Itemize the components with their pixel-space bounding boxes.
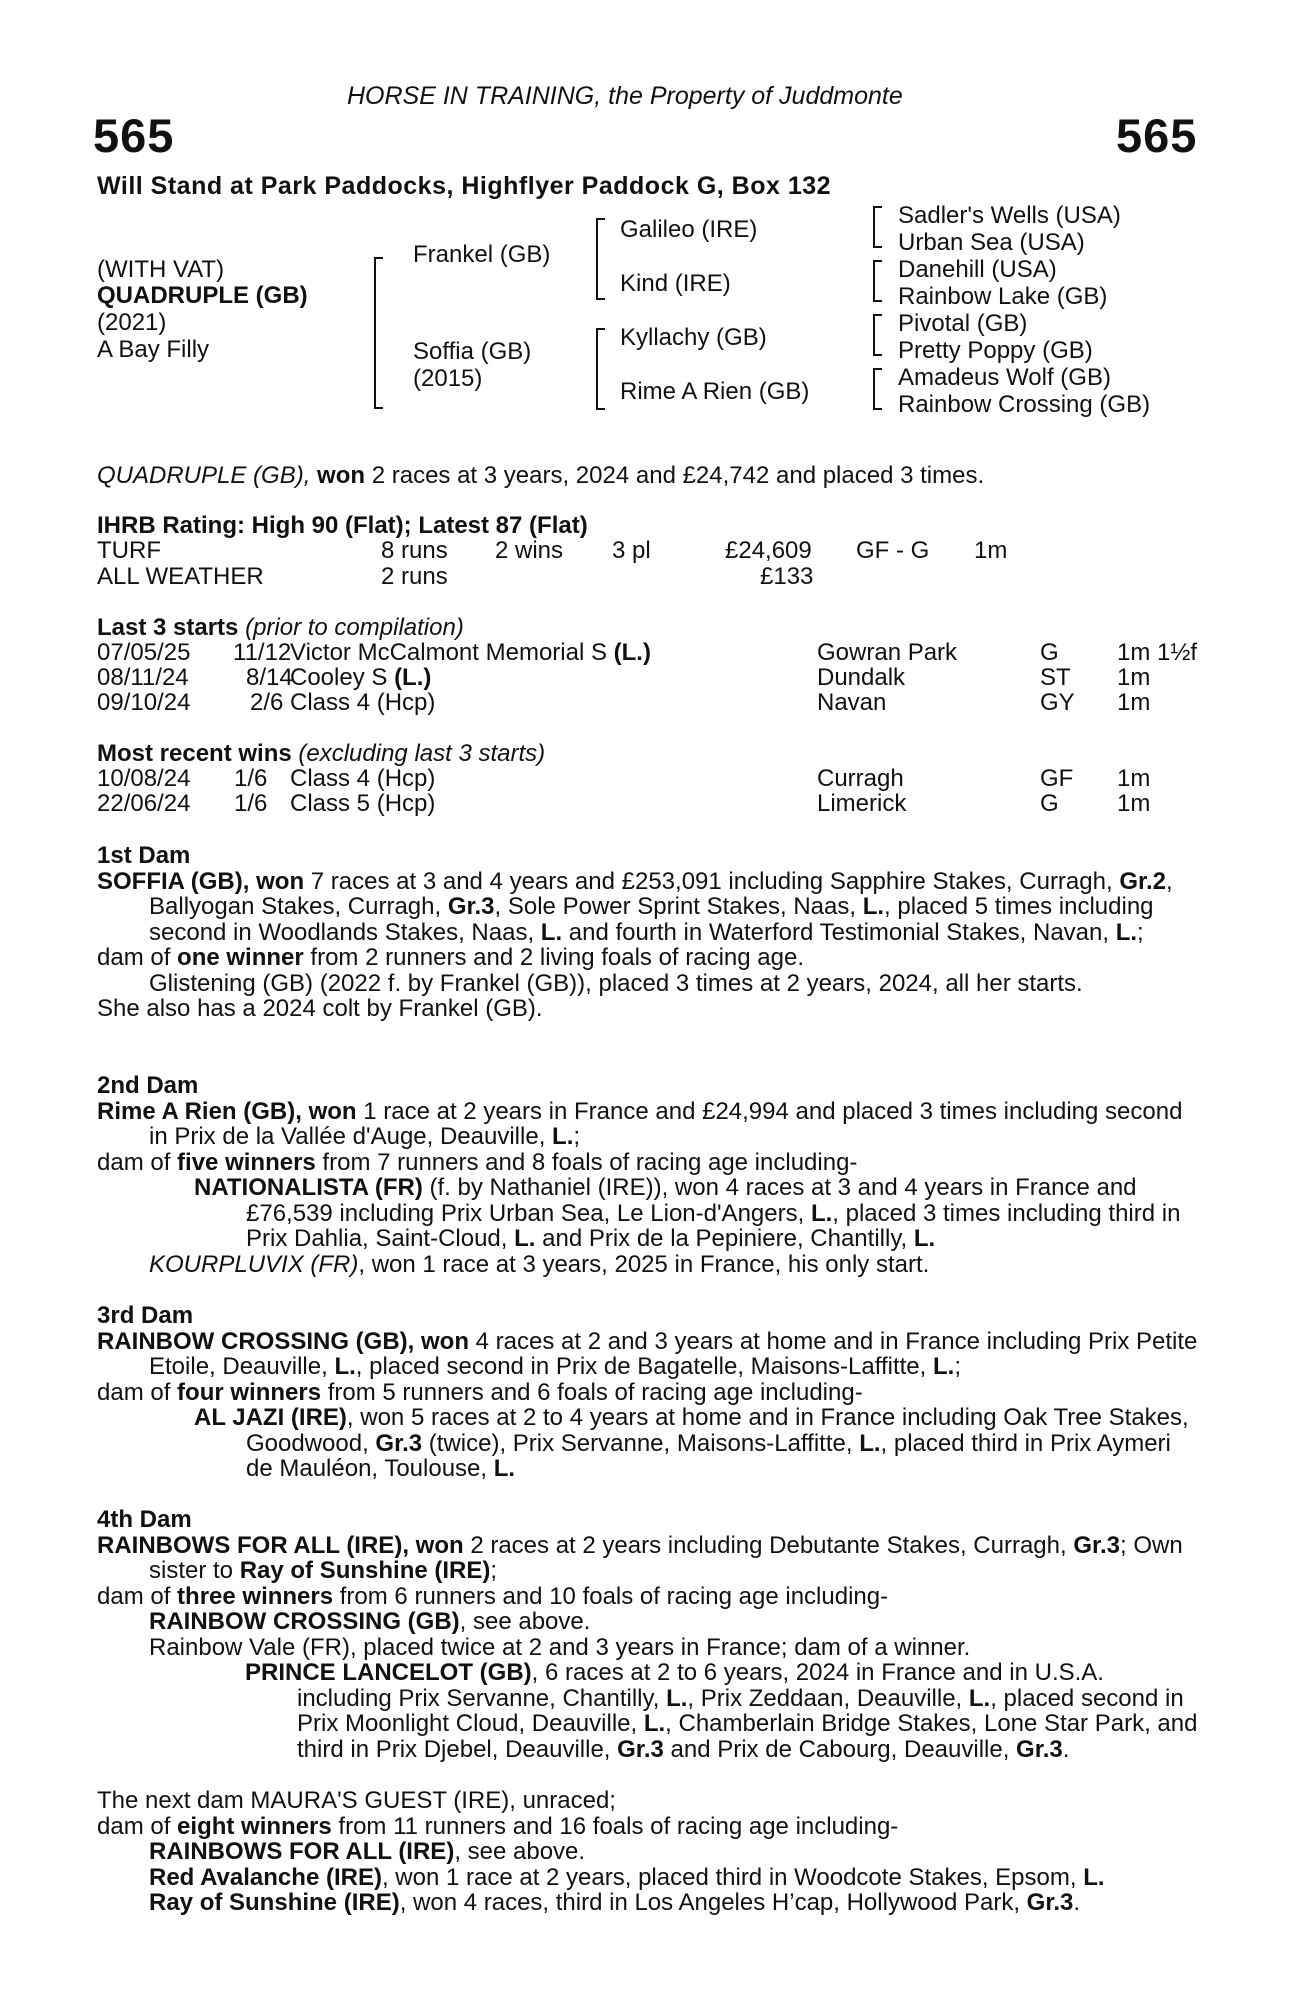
dam-name: RAINBOW CROSSING (GB) [97,1327,408,1355]
start-position: 2/6 [250,689,284,716]
dam-sep: , [407,1327,421,1355]
turf-going: GF - G [856,537,930,564]
text: ; [1137,918,1144,946]
start-going: G [1040,639,1059,666]
grade: L. [643,1710,666,1737]
race-summary [97,463,984,488]
text: 7 races at 3 and 4 years and £253,091 including Sapphire Stakes, Curragh, [304,867,1120,895]
produce-summary [97,1380,1202,1406]
winners-count: five winners [177,1148,316,1176]
aw-prize: £133 [760,563,814,590]
grade: Gr.2 [1119,867,1167,895]
grade: L. [1115,918,1138,946]
page-header: HORSE IN TRAINING, the Property of Juddmonte [347,82,903,110]
produce-summary [97,1150,1202,1176]
pedigree-brace [873,206,882,248]
produce-item [97,1609,1202,1635]
start-going: ST [1040,664,1071,691]
recent-note: (excluding last 3 starts) [291,740,546,767]
produce-name: PRINCE LANCELOT (GB) [245,1659,532,1686]
pedigree-brace [873,368,882,410]
produce-item: Rainbow Vale (FR), placed twice at 2 and 3 years in France; dam of a winner. [149,1633,971,1661]
grade: L. [552,1123,574,1150]
dam-name: Rime A Rien (GB) [97,1097,296,1125]
text: , placed second in Prix de Bagatelle, Maisons-Laffitte, [355,1353,933,1380]
recent-title: Most recent wins [97,740,292,767]
text: , see above. [454,1838,586,1865]
grade: Gr.3 [1073,1531,1121,1559]
produce-item [97,1839,1202,1865]
pedigree-dam: Soffia (GB) [413,338,532,365]
win-position: 1/6 [234,765,268,792]
grade: Gr.3 [1016,1735,1063,1763]
produce-summary [97,1584,1202,1610]
text: , placed 5 times including second in Woodlands Stakes, Naas, [149,893,1154,946]
win-going: GF [1040,765,1074,792]
produce-name: KOURPLUVIX (FR) [149,1250,359,1278]
pedigree-dam-year: (2015) [413,365,483,392]
start-course: Dundalk [817,664,906,691]
text: ; [573,1123,581,1150]
text: from 2 runners and 2 living foals of racing age. [303,944,805,971]
start-race-name: Class 4 (Hcp) [290,689,436,716]
text: . [1073,1889,1081,1916]
dam-name: SOFFIA (GB) [97,867,243,895]
text: . [1062,1735,1070,1763]
rating-title: IHRB Rating: High 90 (Flat); Latest 87 (Flat) [97,512,588,539]
grade: L. [334,1353,356,1380]
text: ; Own sister to [149,1531,1183,1584]
pedigree-dam-sire: Kyllachy (GB) [620,324,767,351]
text: dam of [97,1812,178,1840]
dam-won: won [256,867,305,895]
horse-year: (2021) [97,309,167,336]
grade: Gr.3 [375,1429,423,1457]
produce-summary [97,945,1202,971]
text: (f. by Nathaniel (IRE)), won 4 races at 3 and 4 years in France and £76,539 including Prix Urban Sea, Le Lion-d'Angers, [246,1174,1137,1227]
pedigree-brace [873,314,882,356]
produce-name: RAINBOWS FOR ALL (IRE) [149,1838,455,1865]
produce-item [97,1175,1202,1252]
next-dam-record: The next dam MAURA'S GUEST (IRE), unraced; [97,1787,616,1814]
text: from 7 runners and 8 foals of racing age including- [315,1148,858,1176]
pedigree-sire: Frankel (GB) [413,241,551,268]
grade: L. [1083,1863,1105,1891]
aw-runs: 2 runs [381,563,448,590]
win-course: Curragh [817,765,904,792]
dam-sep: , [402,1531,416,1559]
text: dam of [97,1148,178,1176]
dam-sep: , [295,1097,309,1125]
pedigree-brace [596,218,605,300]
text: , won 5 races at 2 to 4 years at home and in France including Oak Tree Stakes, Goodwood, [246,1404,1189,1457]
start-going: GY [1040,689,1075,716]
text: , Sole Power Sprint Stakes, Naas, [494,893,863,920]
turf-prize: £24,609 [725,537,812,564]
text: , placed second in Prix Moonlight Cloud, Deauville, [297,1684,1184,1737]
text: dam of [97,1582,178,1610]
text: , Ballyogan Stakes, Curragh, [149,867,1173,920]
text: and Prix de Cabourg, Deauville, [663,1735,1017,1763]
grade: Gr.3 [447,893,495,920]
win-date: 10/08/24 [97,765,191,792]
summary-rest: 2 races at 3 years, 2024 and £24,742 and placed 3 times. [365,462,985,489]
pedigree-sss: Sadler's Wells (USA) [898,202,1121,229]
win-race: Class 4 (Hcp) [290,765,436,792]
produce-name: AL JAZI (IRE) [194,1404,347,1431]
grade: L. [493,1455,516,1482]
pedigree-dsd: Pretty Poppy (GB) [898,337,1093,364]
text: , won 1 race at 3 years, 2025 in France, his only start. [358,1250,930,1278]
turf-wins: 2 wins [495,537,564,564]
win-distance: 1m [1117,765,1151,792]
next-dam-section [97,1788,1202,1916]
start-course: Navan [817,689,887,716]
summary-sep: , [303,462,318,489]
produce-note: She also has a 2024 colt by Frankel (GB). [97,995,543,1022]
produce-summary [97,1814,1202,1840]
grade: L. [913,1225,936,1252]
start-distance: 1m [1117,664,1151,691]
text: (twice), Prix Servanne, Maisons-Laffitte, [422,1429,860,1457]
pedigree-brace [873,260,882,302]
produce-name: Red Avalanche (IRE) [149,1863,382,1891]
text: , see above. [459,1608,591,1635]
section-heading: 2nd Dam [97,1072,199,1099]
win-position: 1/6 [234,790,268,817]
vat-label: (WITH VAT) [97,256,225,283]
text: and Prix de la Pepiniere, Chantilly, [535,1225,914,1252]
start-date: 09/10/24 [97,689,191,716]
last3-note: (prior to compilation) [238,614,464,641]
first-dam-section [97,843,1202,1022]
text: , placed third in Prix Aymeri de Mauléon, Toulouse, [246,1429,1171,1482]
pedigree-dam-dam: Rime A Rien (GB) [620,378,810,405]
text: from 5 runners and 6 foals of racing age including- [321,1378,863,1406]
text: dam of [97,1378,178,1406]
text: , placed 3 times including third in Prix Dahlia, Saint-Cloud, [246,1199,1181,1252]
win-going: G [1040,790,1059,817]
text: , 6 races at 2 to 6 years, 2024 in France and in U.S.A. including Prix Servanne, Chantilly, [297,1659,1104,1712]
last3-heading [97,615,464,640]
last3-title: Last 3 starts [97,614,239,641]
horse-name: QUADRUPLE (GB) [97,282,308,309]
text: , Prix Zeddaan, Deauville, [687,1684,969,1712]
second-dam-section [97,1073,1202,1277]
text: 1 race at 2 years in France and £24,994 and placed 3 times including second in Prix de la Vallée d'Auge, Deauville, [149,1097,1183,1150]
dam-record [97,1099,1202,1150]
start-race [290,690,435,715]
text: and fourth in Waterford Testimonial Stakes, Navan, [562,918,1116,946]
pedigree-dss: Pivotal (GB) [898,310,1028,337]
grade: L. [859,1429,881,1457]
pedigree-sdd: Rainbow Lake (GB) [898,283,1108,310]
grade: Gr.3 [1026,1889,1074,1916]
produce-name: RAINBOW CROSSING (GB) [149,1608,460,1635]
pedigree-sire-dam: Kind (IRE) [620,270,731,297]
dam-record [97,1329,1202,1380]
start-race [290,665,431,690]
produce-item [97,1405,1202,1482]
text: , Chamberlain Bridge Stakes, Lone Star Park, and third in Prix Djebel, Deauville, [297,1710,1198,1763]
start-distance: 1m 1½f [1117,639,1198,666]
win-distance: 1m [1117,790,1151,817]
dam-won: won [421,1327,469,1355]
winners-count: one winner [177,944,304,971]
produce-name: NATIONALISTA (FR) [194,1174,423,1201]
grade: L. [514,1225,536,1252]
text: from 6 runners and 10 foals of racing age including- [333,1582,889,1610]
turf-placed: 3 pl [612,537,651,564]
winners-count: three winners [177,1582,334,1610]
recent-heading [97,741,545,766]
summary-won: won [317,462,366,489]
section-heading: 1st Dam [97,842,191,869]
third-dam-section [97,1303,1202,1482]
turf-distance: 1m [974,537,1008,564]
turf-label: TURF [97,537,161,564]
start-date: 08/11/24 [97,664,189,691]
win-course: Limerick [817,790,907,817]
produce-item [97,1660,1202,1762]
turf-runs: 8 runs [381,537,448,564]
text: , won 4 races, third in Los Angeles H’cap, Hollywood Park, [399,1889,1027,1916]
text: 2 races at 2 years including Debutante Stakes, Curragh, [463,1531,1074,1559]
summary-horse-name: QUADRUPLE (GB) [97,462,304,489]
grade: L. [932,1353,955,1380]
grade: L. [810,1199,833,1227]
grade: L. [968,1684,991,1712]
pedigree-sds: Danehill (USA) [898,256,1057,283]
text: ; [490,1557,498,1584]
dam-won: won [308,1097,357,1125]
text: , won 1 race at 2 years, placed third in Woodcote Stakes, Epsom, [381,1863,1084,1891]
text: ; [954,1353,961,1380]
text: dam of [97,944,178,971]
start-race-tag: (L.) [394,664,432,691]
start-race-name: Cooley S [290,664,395,691]
grade: Gr.3 [617,1735,664,1763]
win-date: 22/06/24 [97,790,191,817]
pedigree-dds: Amadeus Wolf (GB) [898,364,1111,391]
pedigree-ssd: Urban Sea (USA) [898,229,1085,256]
section-heading: 3rd Dam [97,1302,194,1329]
pedigree-sire-sire: Galileo (IRE) [620,216,758,243]
dam-sep: , [242,867,257,895]
grade: L. [666,1684,688,1712]
produce-item [97,1252,1202,1278]
horse-description: A Bay Filly [97,336,210,363]
sister-name: Ray of Sunshine (IRE) [239,1557,491,1584]
lot-number-right: 565 [1116,109,1198,162]
start-race-tag: (L.) [613,639,651,666]
dam-name: RAINBOWS FOR ALL (IRE) [97,1531,403,1559]
start-course: Gowran Park [817,639,958,666]
grade: L. [862,893,885,920]
lot-number-left: 565 [93,109,175,162]
text: from 11 runners and 16 foals of racing age including- [331,1812,899,1840]
start-distance: 1m [1117,689,1151,716]
section-heading: 4th Dam [97,1506,192,1533]
win-race: Class 5 (Hcp) [290,790,436,817]
produce-name: Ray of Sunshine (IRE) [149,1889,400,1916]
pedigree-brace [596,328,605,410]
dam-won: won [415,1531,464,1559]
produce-item [97,1890,1202,1916]
produce-item [97,1865,1202,1891]
fourth-dam-section [97,1507,1202,1762]
stand-location: Will Stand at Park Paddocks, Highflyer Paddock G, Box 132 [97,172,832,200]
winners-count: four winners [177,1378,322,1406]
pedigree-ddd: Rainbow Crossing (GB) [898,391,1151,418]
start-position: 11/12 [233,639,292,666]
aw-label: ALL WEATHER [97,563,264,590]
dam-record [97,869,1202,946]
text: 4 races at 2 and 3 years at home and in France including Prix Petite Etoile, Deauville, [149,1327,1198,1380]
winners-count: eight winners [177,1812,332,1840]
start-position: 8/14 [246,664,293,691]
start-race-name: Victor McCalmont Memorial S [290,639,614,666]
dam-record [97,1533,1202,1584]
start-race [290,640,651,665]
pedigree-brace [374,257,383,409]
grade: L. [540,918,563,946]
produce-item: Glistening (GB) (2022 f. by Frankel (GB)), placed 3 times at 2 years, 2024, all her starts. [149,969,1083,997]
start-date: 07/05/25 [97,639,191,666]
